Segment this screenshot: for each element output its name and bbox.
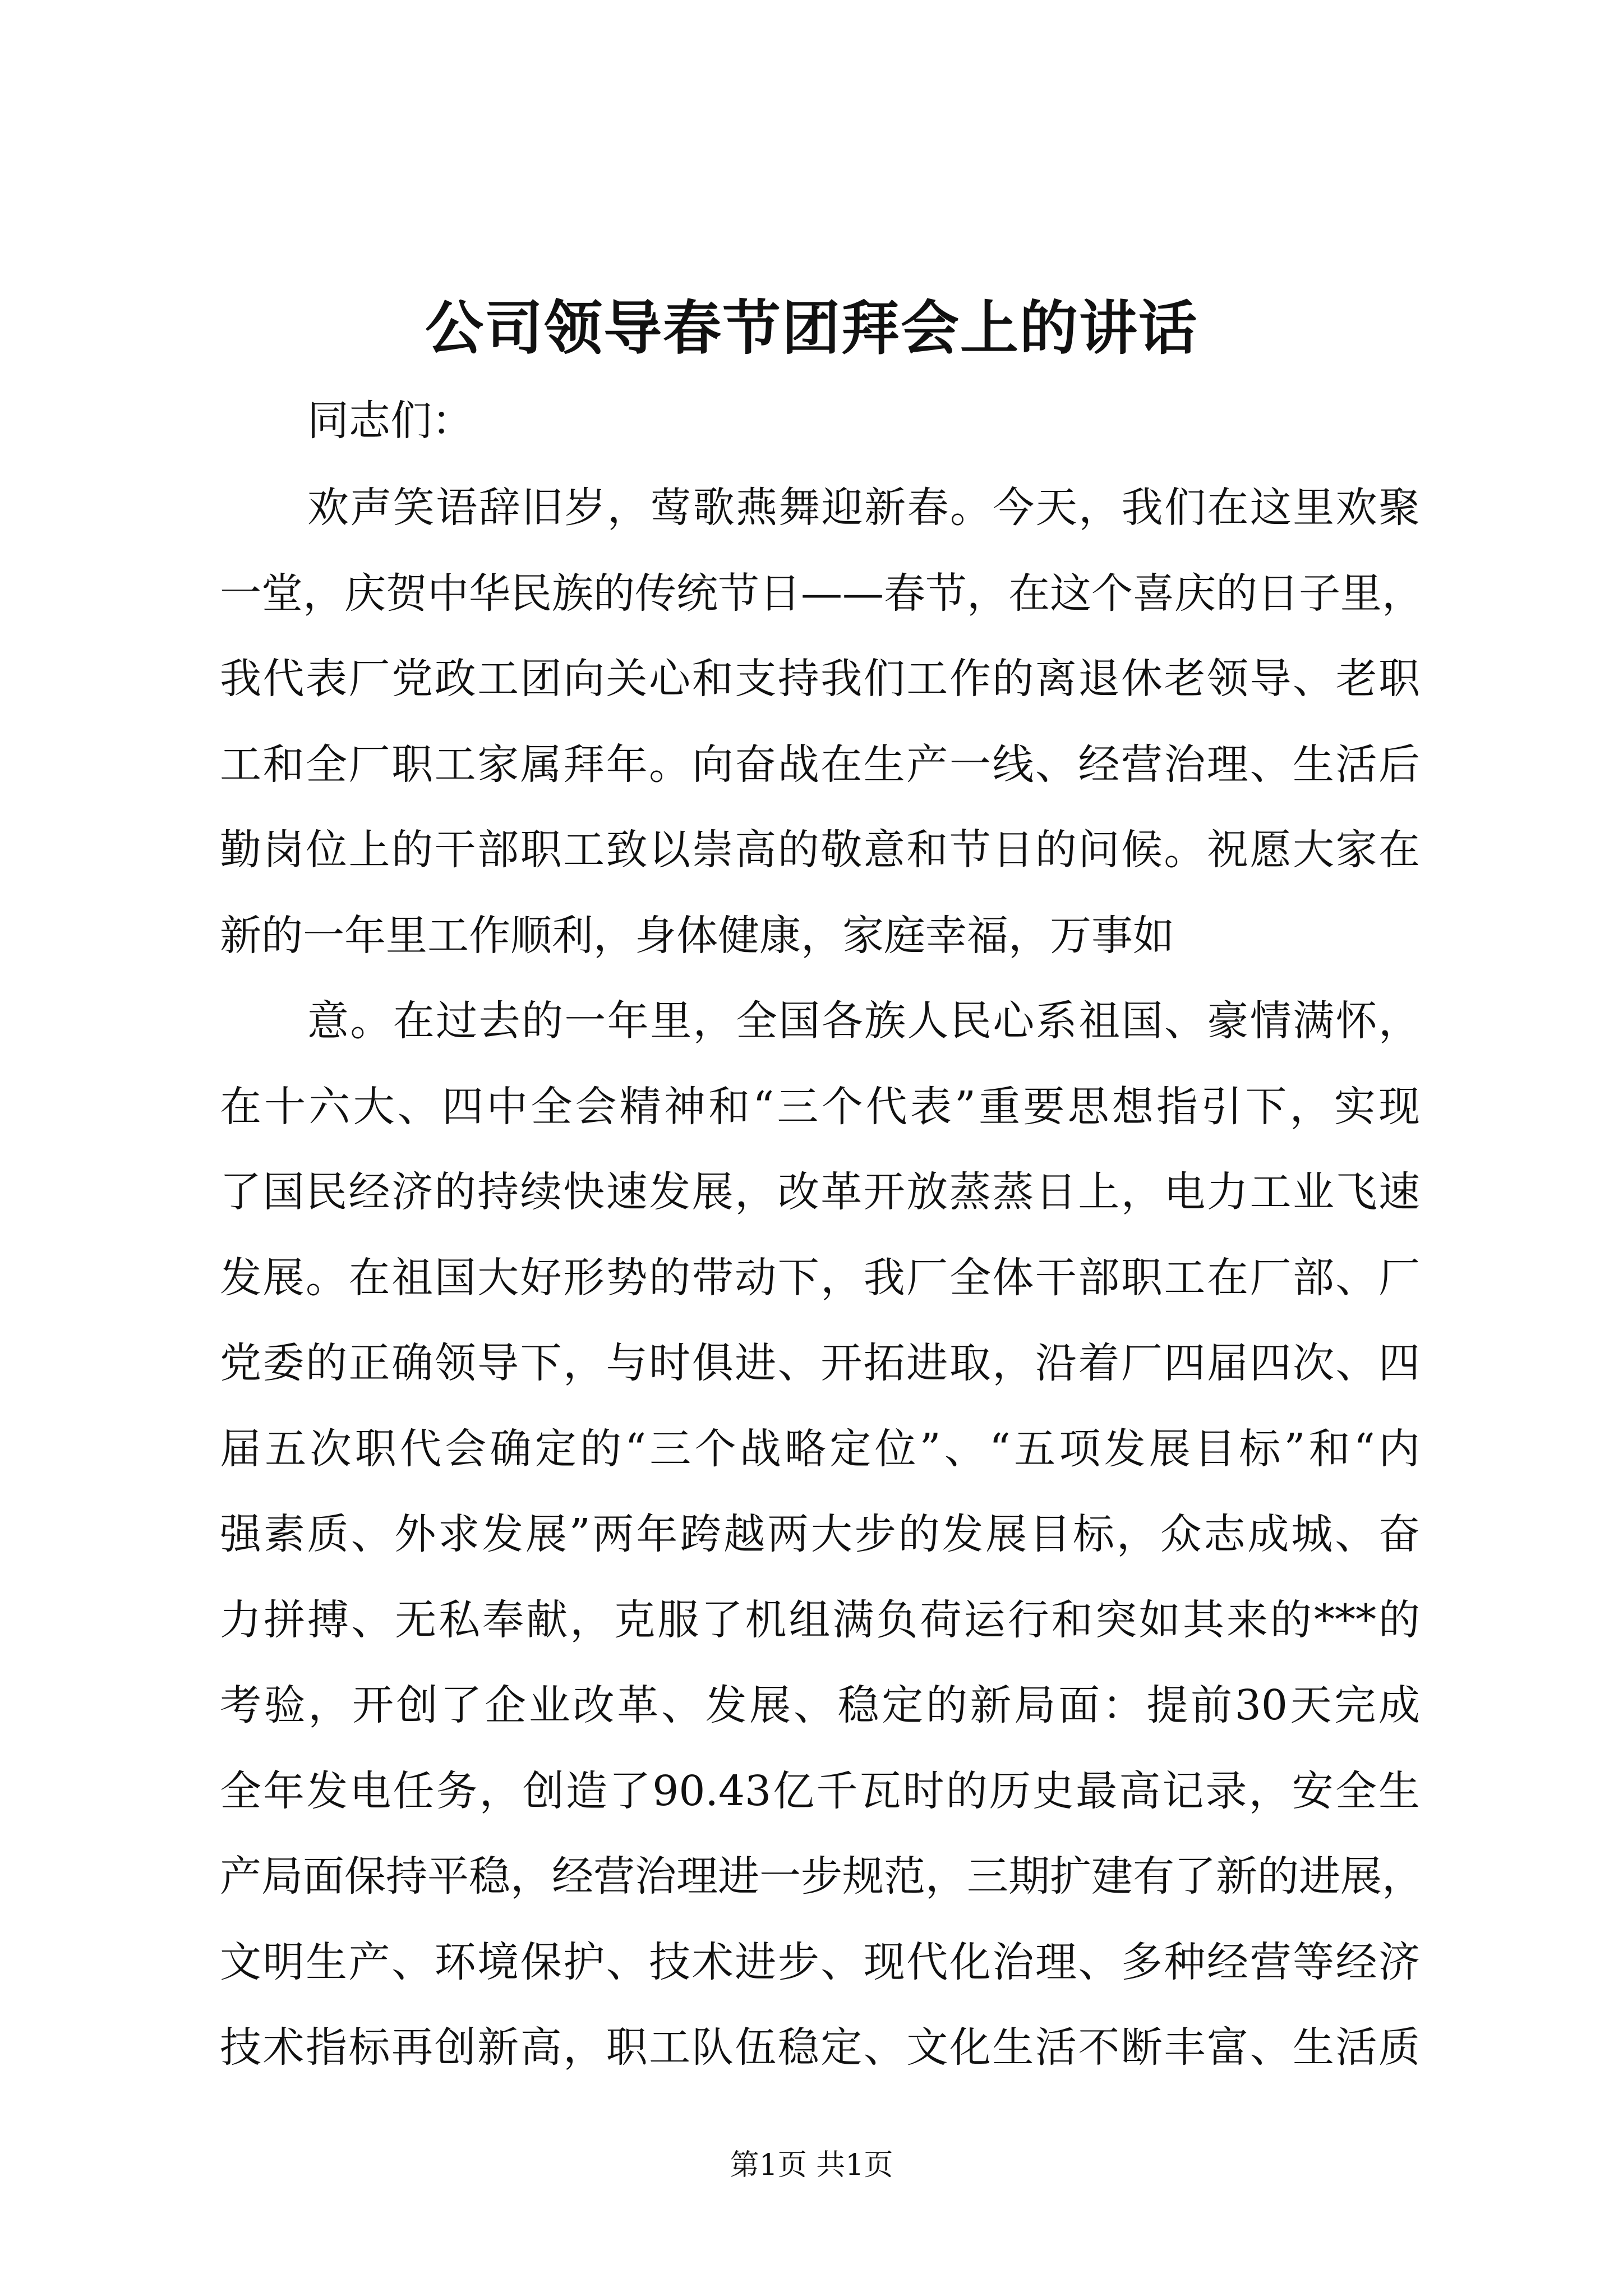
- body-line: 在十六大、四中全会精神和“三个代表”重要思想指引下，实现: [220, 1083, 1420, 1131]
- body-line: 技术指标再创新高，职工队伍稳定、文化生活不断丰富、生活质: [220, 2023, 1420, 2072]
- body-line: 党委的正确领导下，与时俱进、开拓进取，沿着厂四届四次、四: [220, 1339, 1420, 1387]
- body-line: 产局面保持平稳，经营治理进一步规范，三期扩建有了新的进展，: [220, 1852, 1423, 1901]
- body-line: 考验，开创了企业改革、发展、稳定的新局面：提前30天完成: [220, 1681, 1420, 1729]
- body-line: 工和全厂职工家属拜年。向奋战在生产一线、经营治理、生活后: [220, 740, 1420, 789]
- body-line: 强素质、外求发展”两年跨越两大步的发展目标，众志成城、奋: [220, 1510, 1420, 1558]
- body-line: 我代表厂党政工团向关心和支持我们工作的离退休老领导、老职: [220, 655, 1420, 703]
- body-line: 新的一年里工作顺利，身体健康，家庭幸福，万事如: [220, 912, 1174, 960]
- body-line: 欢声笑语辞旧岁，莺歌燕舞迎新春。今天，我们在这里欢聚: [307, 484, 1420, 532]
- body-line: 了国民经济的持续快速发展，改革开放蒸蒸日上，电力工业飞速: [220, 1168, 1420, 1216]
- body-line: 一堂，庆贺中华民族的传统节日——春节，在这个喜庆的日子里，: [220, 569, 1423, 618]
- body-line: 意。在过去的一年里，全国各族人民心系祖国、豪情满怀，: [307, 997, 1420, 1045]
- body-line: 文明生产、环境保护、技术进步、现代化治理、多种经营等经济: [220, 1938, 1420, 1986]
- document-title: 公司领导春节团拜会上的讲话: [425, 293, 1198, 362]
- body-line: 力拼搏、无私奉献，克服了机组满负荷运行和突如其来的***的: [220, 1596, 1420, 1644]
- body-line: 勤岗位上的干部职工致以崇高的敬意和节日的问候。祝愿大家在: [220, 826, 1420, 874]
- body-line: 届五次职代会确定的“三个战略定位”、“五项发展目标”和“内: [220, 1425, 1420, 1473]
- body-line: 发展。在祖国大好形势的带动下，我厂全体干部职工在厂部、厂: [220, 1254, 1420, 1302]
- page-number-footer: 第1页 共1页: [730, 2148, 893, 2182]
- body-line: 全年发电任务，创造了90.43亿千瓦时的历史最高记录，安全生: [220, 1767, 1420, 1815]
- salutation: 同志们：: [307, 397, 473, 445]
